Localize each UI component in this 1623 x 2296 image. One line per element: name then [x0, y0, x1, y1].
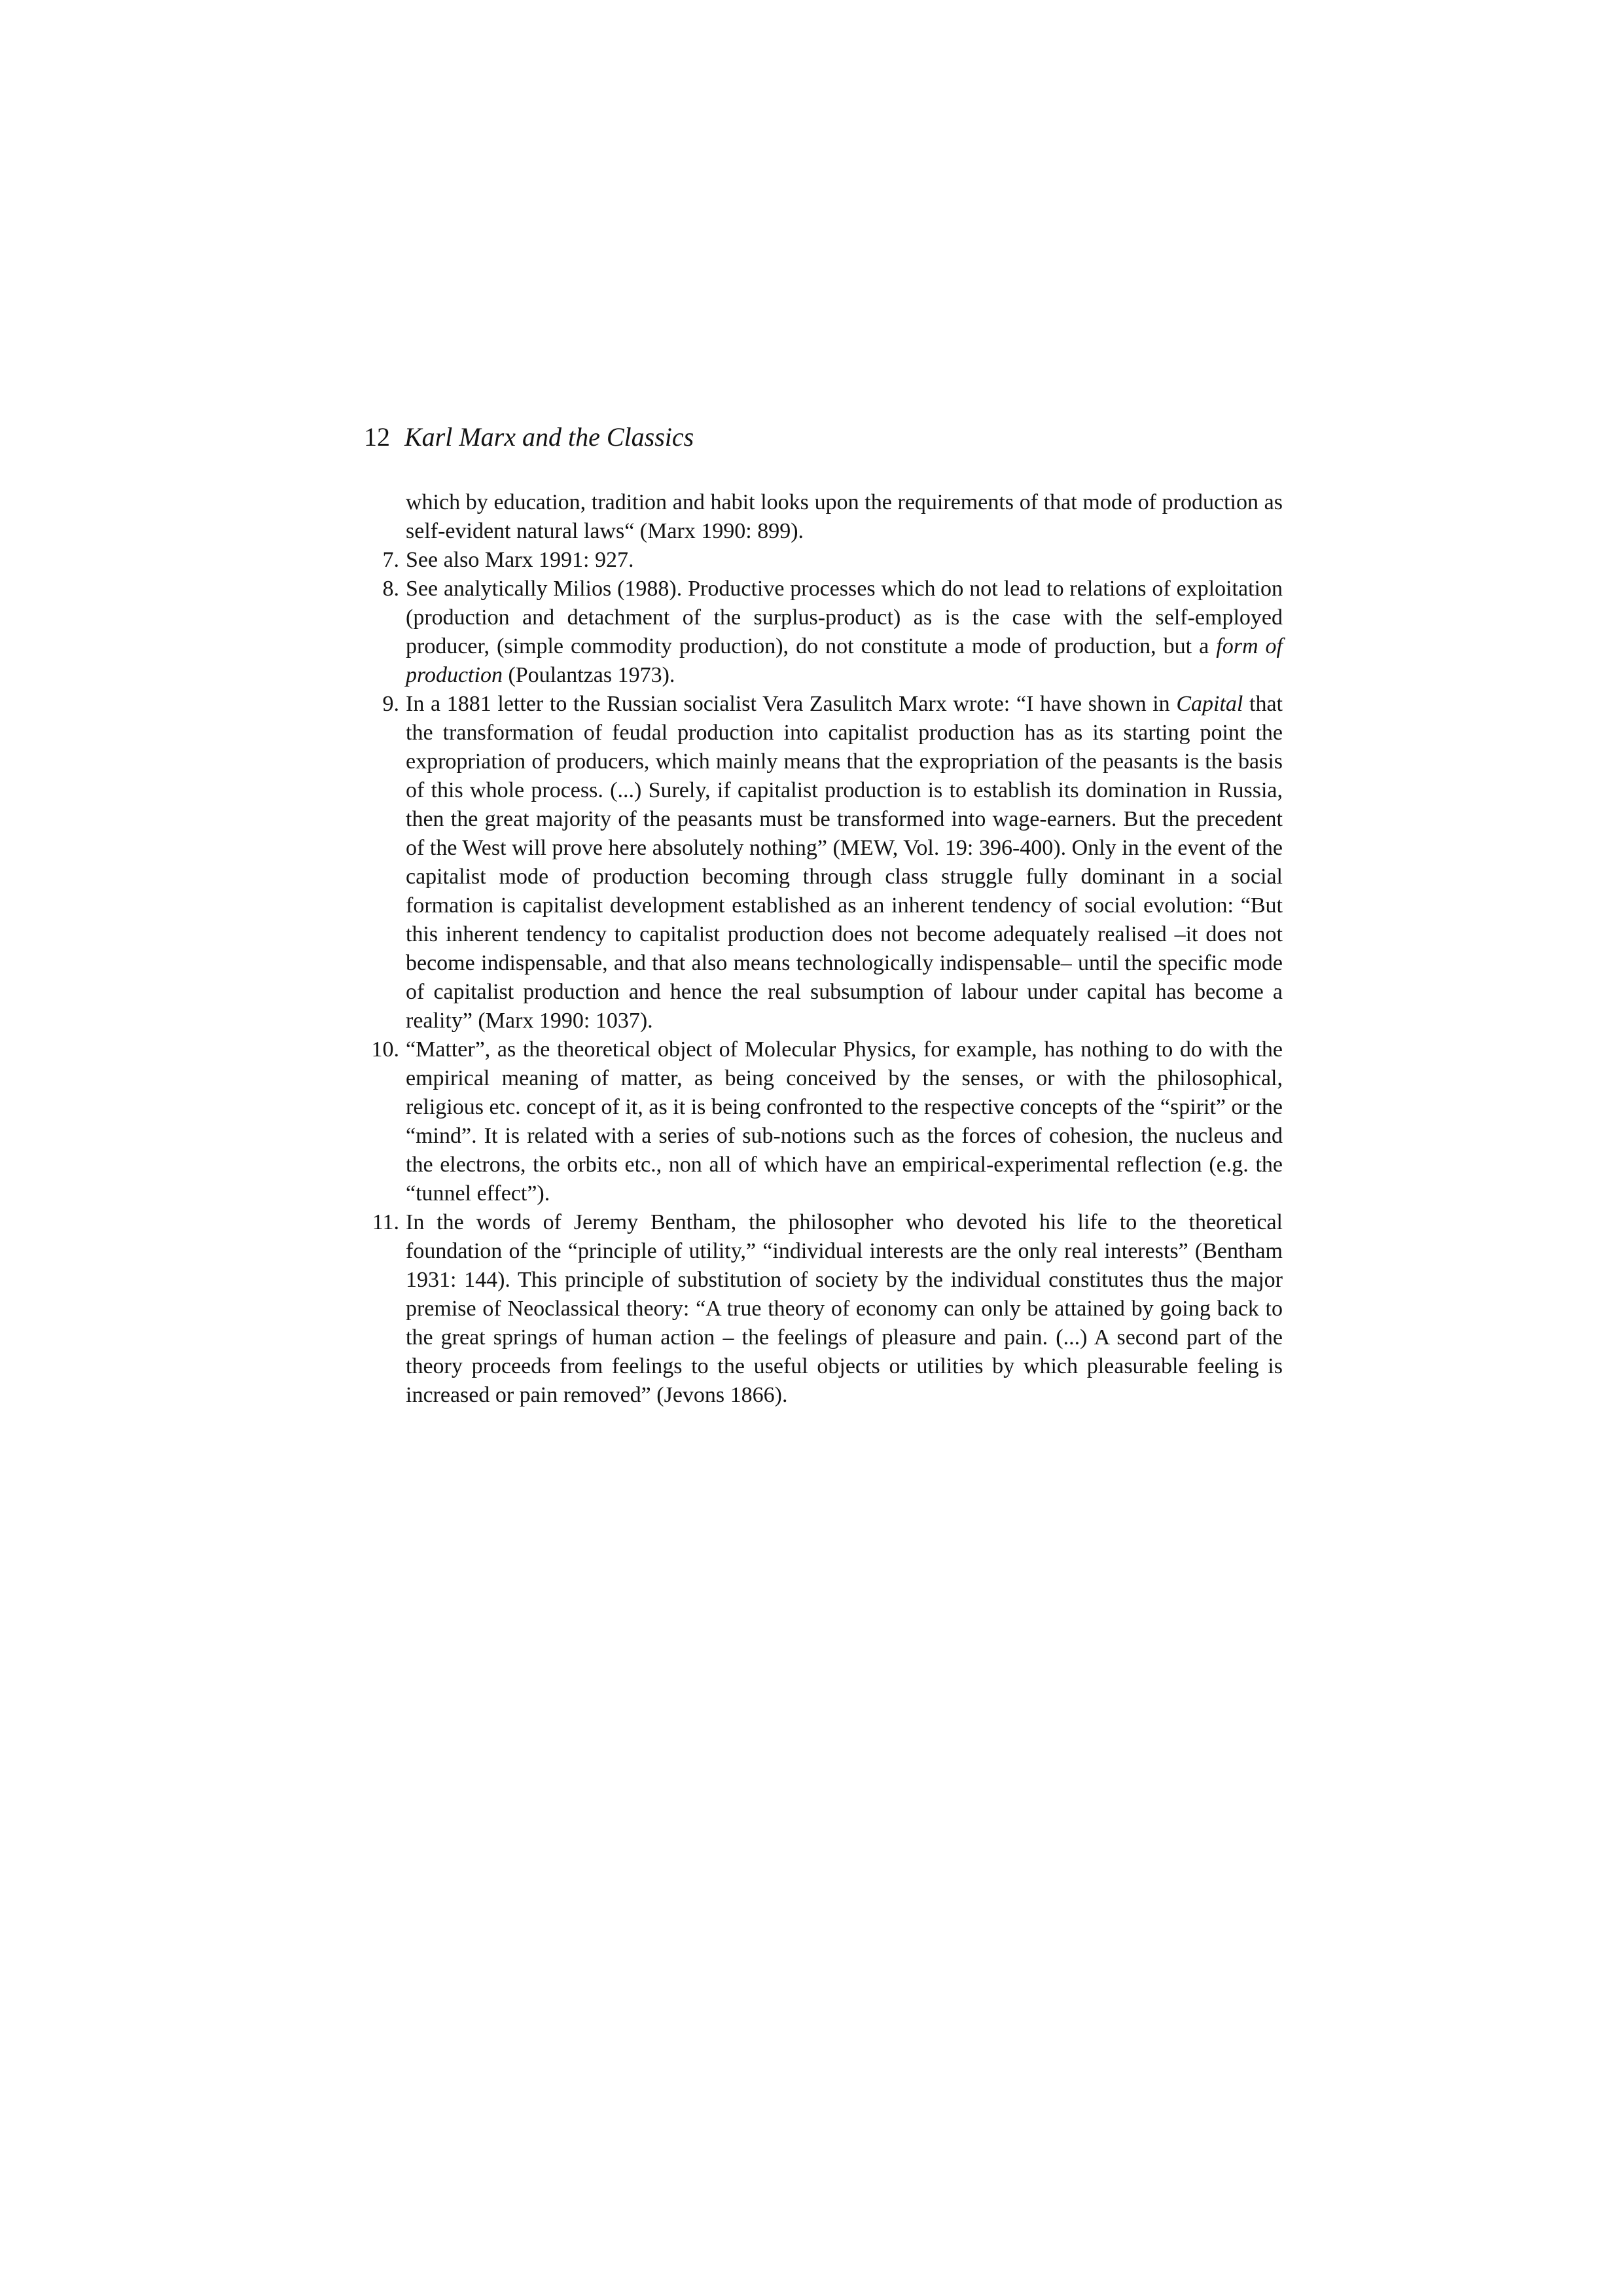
endnote-italic-term: form of production — [406, 634, 1283, 687]
endnote-text — [406, 575, 1283, 690]
endnote-text-part: that the transformation of feudal production into capitalist production has as its starting point the expropriation of producers, which mainly means that the expropriation of the peasants is the basis of this whole process. (...) Surely, if capitalist production is to establish its domination in Russia, then the great majority of the peasants must be transformed into wage-earners. But the precedent of the West will prove here absolutely nothing” (MEW, Vol. 19: 396-400). Only in the event of the capitalist mode of production becoming through class struggle fully dominant in a social formation is capitalist development established as an inherent tendency of social evolution: “But this inherent tendency to capitalist production does not become adequately realised –it does not become indispensable, and that also means technologically indispensable– until the specific mode of capitalist production and hence the real subsumption of labour under capital has become a reality” (Marx 1990: 1037). — [406, 692, 1283, 1033]
endnote-9 — [364, 690, 1283, 1035]
endnote-text: See also Marx 1991: 927. — [406, 548, 634, 572]
endnote-11 — [364, 1208, 1283, 1410]
endnote-continuation — [364, 488, 1283, 546]
endnotes-list — [364, 488, 1283, 1410]
endnote-text: In the words of Jeremy Bentham, the philosopher who devoted his life to the theoretical foundation of the “principle of utility,” “individual interests are the only real interests” (Bentham 1931: 144). This principle of substitution of society by the individual constitutes thus the major premise of Neoclassical theory: “A true theory of economy can only be attained by going back to the great springs of human action – the feelings of pleasure and pain. (...) A second part of the theory proceeds from feelings to the useful objects or utilities by which pleasurable feeling is increased or pain removed” (Jevons 1866). — [406, 1210, 1283, 1407]
endnote-10 — [364, 1035, 1283, 1208]
endnote-number: 10. — [371, 1037, 399, 1062]
endnote-7 — [364, 546, 1283, 575]
page-header — [364, 419, 694, 456]
endnote-text: which by education, tradition and habit looks upon the requirements of that mode of production as self-evident natural laws“ (Marx 1990: 899). — [406, 490, 1283, 543]
endnote-text-part: (Poulantzas 1973). — [502, 663, 675, 687]
endnote-text — [406, 690, 1283, 1035]
endnote-text-part: See analytically Milios (1988). Productive processes which do not lead to relations of exploitation (production and detachment of the surplus-product) as is the case with the self-employed producer, (simple commodity production), do not constitute a mode of production, but a — [406, 577, 1283, 658]
endnote-number: 8. — [382, 577, 399, 601]
running-title: Karl Marx and the Classics — [404, 422, 694, 452]
endnote-8 — [364, 575, 1283, 690]
endnote-italic-term: Capital — [1176, 692, 1243, 716]
endnote-number: 9. — [382, 692, 399, 716]
endnote-number: 7. — [382, 548, 399, 572]
endnote-text-part: In a 1881 letter to the Russian socialist Vera Zasulitch Marx wrote: “I have shown in — [406, 692, 1177, 716]
endnote-text: “Matter”, as the theoretical object of Molecular Physics, for example, has nothing to do with the empirical meaning of matter, as being conceived by the senses, or with the philosophical, religious etc. concept of it, as it is being confronted to the respective concepts of the “spirit” or the “mind”. It is related with a series of sub-notions such as the forces of cohesion, the nucleus and the electrons, the orbits etc., non all of which have an empirical-experimental reflection (e.g. the “tunnel effect”). — [406, 1037, 1283, 1206]
page-number: 12 — [364, 422, 390, 452]
endnote-number: 11. — [372, 1210, 399, 1234]
